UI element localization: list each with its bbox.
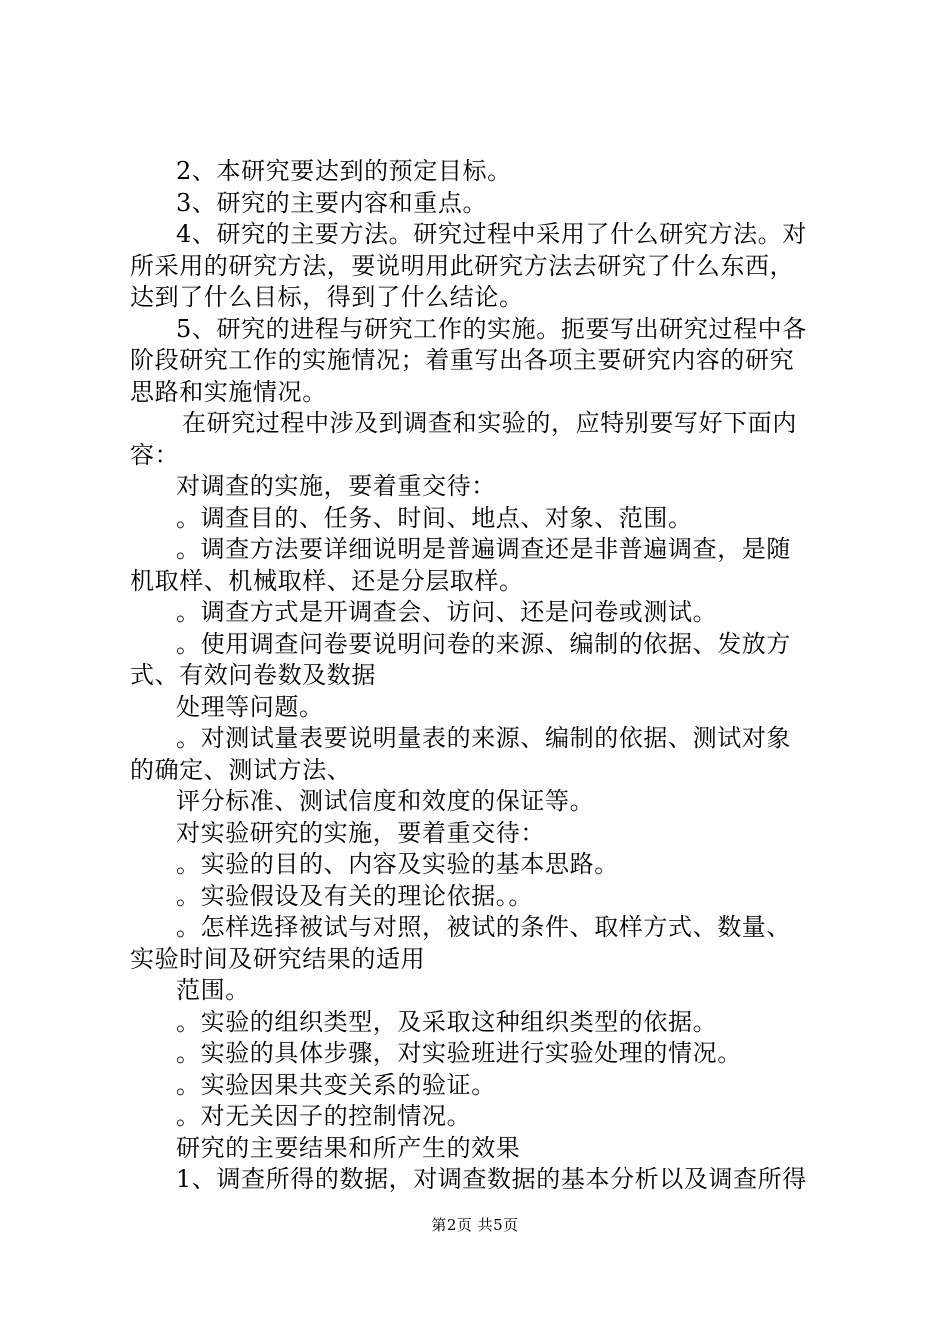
text-line: 研究的主要结果和所产生的效果 [176,1133,521,1162]
text-line: 。实验因果共变关系的验证。 [176,1070,496,1099]
text-line: 容： [130,440,180,469]
text-line: 范围。 [176,976,250,1004]
text-line: 。实验的具体步骤，对实验班进行实验处理的情况。 [176,1039,742,1067]
text-line: 2、本研究要达到的预定目标。 [176,157,512,185]
text-line: 在研究过程中涉及到调查和实验的，应特别要写好下面内 [182,409,797,437]
text-line: 。调查目的、任务、时间、地点、对象、范围。 [176,503,693,532]
text-line: 处理等问题。 [176,692,324,721]
text-line: 思路和实施情况。 [130,377,327,406]
text-line: 机取样、机械取样、还是分层取样。 [130,566,524,595]
text-line: 。实验的目的、内容及实验的基本思路。 [176,850,619,878]
text-line: 。调查方式是开调查会、访问、还是问卷或测试。 [176,598,718,626]
text-line: 对实验研究的实施，要着重交待： [176,818,545,847]
text-line: 3、研究的主要内容和重点。 [176,188,488,217]
text-line: 4、研究的主要方法。研究过程中采用了什么研究方法。对 [176,220,807,248]
text-line: 对调查的实施，要着重交待： [176,472,496,500]
text-line: 的确定、测试方法、 [130,755,352,784]
text-line: 1、调查所得的数据，对调查数据的基本分析以及调查所得 [176,1165,807,1193]
text-line: 。对无关因子的控制情况。 [176,1102,472,1130]
document-body [130,156,830,1196]
text-line: 。对测试量表要说明量表的来源、编制的依据、测试对象 [176,724,791,752]
text-line: 评分标准、测试信度和效度的保证等。 [176,787,595,815]
text-line: 。怎样选择被试与对照，被试的条件、取样方式、数量、 [176,913,791,941]
text-line: 。调查方法要详细说明是普遍调查还是非普遍调查，是随 [176,535,791,563]
text-line: 所采用的研究方法，要说明用此研究方法去研究了什么东西， [130,251,795,280]
page-number-label: 第2页 共5页 [431,1216,519,1234]
text-line: 达到了什么目标，得到了什么结论。 [130,283,524,311]
text-line: 式、有效问卷数及数据 [130,661,376,689]
text-line: 实验时间及研究结果的适用 [130,944,426,973]
text-line: 。使用调查问卷要说明问卷的来源、编制的依据、发放方 [176,629,791,658]
text-line: 5、研究的进程与研究工作的实施。扼要写出研究过程中各 [176,314,807,343]
text-line: 阶段研究工作的实施情况；着重写出各项主要研究内容的研究 [130,346,795,374]
page-footer [0,1214,950,1235]
text-line: 。实验的组织类型，及采取这种组织类型的依据。 [176,1007,718,1036]
text-line: 。实验假设及有关的理论依据。。 [176,881,533,910]
